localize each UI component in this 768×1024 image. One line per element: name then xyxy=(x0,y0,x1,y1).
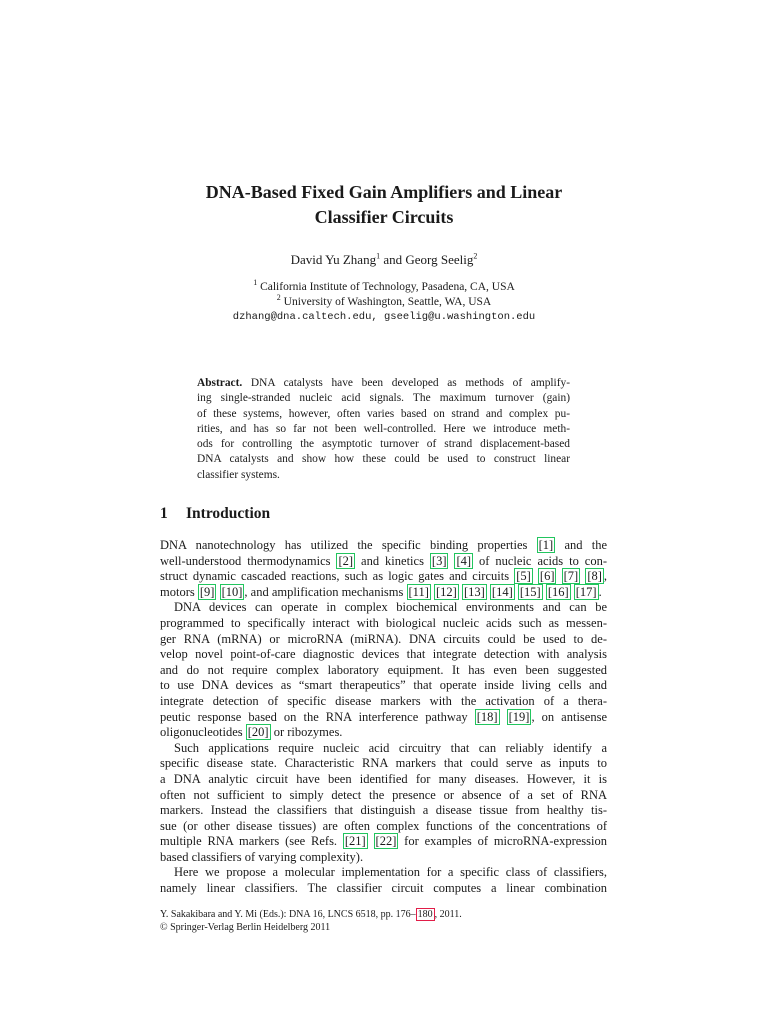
citation-link[interactable]: [14] xyxy=(491,584,513,599)
affiliation-item: $^1$ California Institute of Technology, Pasadena, CA, USA xyxy=(253,278,515,293)
citation-info: Y. Sakakibara and Y. Mi (Eds.): DNA 16, LNCS 6518, pp. 176– 180 , 2011. xyxy=(160,909,462,920)
abstract-text: ods for controlling the asymptotic turnover of strand displacement-based xyxy=(197,438,570,451)
text-line: Here we propose a molecular implementation for a specific class of classifiers, xyxy=(174,865,607,880)
abstract-text: DNA catalysts and show how these could be used to construct linear xyxy=(197,453,570,466)
text-line: sue (or other disease tissues) are often complex functions of the concentrations of xyxy=(160,818,607,833)
author-name: David Yu Zhang xyxy=(290,252,377,267)
page-footer xyxy=(160,909,607,934)
text-line: velop novel point-of-care diagnostic devices that integrate detection with analysis xyxy=(160,647,607,662)
page-range-link[interactable]: 180 xyxy=(417,909,433,920)
citation-link[interactable]: [4] xyxy=(456,553,472,568)
text-line: well-understood thermodynamics [2] and kinetics [3] [4] of nucleic acids to con- xyxy=(160,553,607,568)
text-line: and do not require complex laboratory equipment. It has even been suggested xyxy=(160,662,607,677)
title-line-1: DNA-Based Fixed Gain Amplifiers and Linear xyxy=(205,182,563,202)
text-line: ger RNA (mRNA) or microRNA (miRNA). DNA circuits could be used to de- xyxy=(160,631,607,646)
text-line: integrate detection of specific disease markers with the activation of a thera- xyxy=(160,693,607,708)
text-line: markers. Instead the classifiers that distinguish a disease tissue from healthy tis- xyxy=(160,803,607,818)
text-line: motors [9] [10] , and amplification mechanisms [11] [12] [13] [14] [15] [16] [17] . xyxy=(160,584,602,599)
body-text xyxy=(160,538,607,897)
citation-link[interactable]: [1] xyxy=(538,538,554,552)
citation-link[interactable]: [5] xyxy=(516,569,531,584)
abstract-text: rities, and has so far not been well-controlled. Here we introduce meth- xyxy=(197,422,570,435)
citation-link[interactable]: [17] xyxy=(575,584,597,599)
text-line: multiple RNA markers (see Refs. [21] [22] for examples of microRNA-expression xyxy=(160,834,607,849)
text-line: oligonucleotides [20] or ribozymes. xyxy=(160,725,343,740)
author-name: Georg Seelig xyxy=(405,252,474,267)
text-line: peutic response based on the RNA interference pathway [18] [19] , on antisense xyxy=(160,709,608,724)
citation-link[interactable]: [15] xyxy=(519,584,541,599)
abstract xyxy=(197,376,570,483)
text-line: namely linear classifiers. The classifier circuit computes a linear combination xyxy=(160,881,607,896)
text-line: programmed to specifically interact with biological nucleic acids such as messen- xyxy=(160,615,607,630)
text-line: a DNA analytic circuit have been identified for many diseases. However, it is xyxy=(160,771,607,786)
author-affil-marker: 1 xyxy=(376,251,381,261)
citation-link[interactable]: [8] xyxy=(587,569,602,584)
author-list xyxy=(100,252,668,268)
text-line: DNA nanotechnology has utilized the specific binding properties [1] and the xyxy=(160,538,608,552)
citation-link[interactable]: [11] xyxy=(408,584,429,599)
citation-link[interactable]: [12] xyxy=(436,584,457,599)
citation-link[interactable]: [3] xyxy=(431,553,447,568)
text-line: DNA devices can operate in complex biochemical environments and can be xyxy=(174,600,607,615)
affiliations xyxy=(100,280,668,325)
citation-link[interactable]: [9] xyxy=(199,584,215,599)
abstract-text: of these systems, however, often varies based on strand and complex pu- xyxy=(197,407,570,420)
text-line: Such applications require nucleic acid circuitry that can reliably identify a xyxy=(174,740,607,755)
citation-link[interactable]: [7] xyxy=(563,569,579,584)
abstract-text: ing single-stranded nucleic acid signals. The maximum turnover (gain) xyxy=(197,392,570,405)
text-line: to use DNA devices as “smart therapeutics” that operate inside living cells and xyxy=(160,678,607,693)
text-line: specific disease state. Characteristic RNA markers that could serve as inputs to xyxy=(160,756,607,771)
section-title: Introduction xyxy=(186,505,271,522)
abstract-label: Abstract. xyxy=(197,377,243,389)
citation-link[interactable]: [10] xyxy=(221,584,243,599)
author-emails: dzhang@dna.caltech.edu, gseelig@u.washington.edu xyxy=(232,311,536,323)
abstract-text: DNA catalysts have been developed as methods of amplify- xyxy=(242,377,570,389)
text-line: often not sufficient to simply detect the presence or absence of a set of RNA xyxy=(160,787,607,802)
citation-link[interactable]: [6] xyxy=(539,569,555,584)
title-line-2: Classifier Circuits xyxy=(314,207,454,227)
citation-link[interactable]: [19] xyxy=(508,709,530,724)
citation-link[interactable]: [21] xyxy=(344,834,366,849)
citation-link[interactable]: [13] xyxy=(463,584,485,599)
affiliation-item: $^2$ University of Washington, Seattle, WA, USA xyxy=(276,293,492,308)
citation-link[interactable]: [2] xyxy=(338,553,354,568)
author-connector: and xyxy=(380,252,406,267)
text-line: struct dynamic cascaded reactions, such as logic gates and circuits [5] [6] [7] [8] , xyxy=(160,569,608,584)
citation-link[interactable]: [22] xyxy=(375,834,397,849)
section-number: 1 xyxy=(160,505,168,522)
copyright-notice: © Springer-Verlag Berlin Heidelberg 2011 xyxy=(160,921,331,933)
paper-title xyxy=(100,180,668,230)
section-heading xyxy=(160,505,270,523)
citation-link[interactable]: [16] xyxy=(547,584,569,599)
abstract-text: classifier systems. xyxy=(197,468,280,481)
citation-link[interactable]: [20] xyxy=(247,725,269,740)
author-affil-marker: 2 xyxy=(473,251,478,261)
text-line: based classifiers of varying complexity). xyxy=(160,849,364,864)
citation-link[interactable]: [18] xyxy=(476,709,498,724)
